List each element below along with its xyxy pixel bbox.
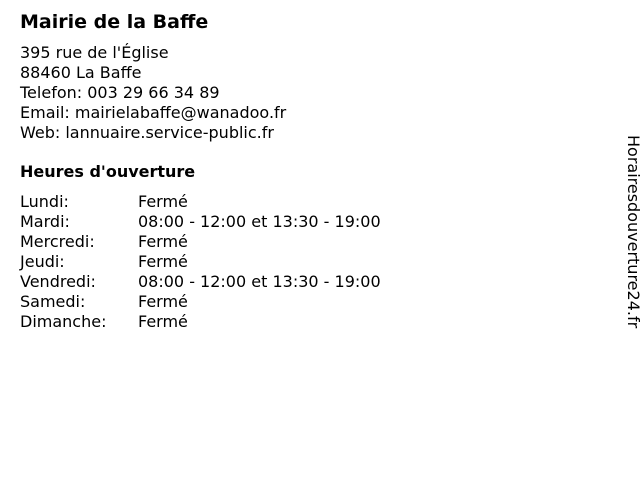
day-hours: Fermé	[138, 312, 188, 331]
day-label: Jeudi:	[20, 252, 65, 271]
day-label: Lundi:	[20, 192, 69, 211]
day-hours: 08:00 - 12:00 et 13:30 - 19:00	[138, 272, 381, 291]
day-hours: Fermé	[138, 192, 188, 211]
day-hours: Fermé	[138, 232, 188, 251]
day-label: Samedi:	[20, 292, 86, 311]
day-hours: Fermé	[138, 292, 188, 311]
hours-row-vendredi	[20, 272, 600, 292]
address-block	[20, 43, 600, 143]
city-line: 88460 La Baffe	[20, 63, 142, 82]
day-hours: 08:00 - 12:00 et 13:30 - 19:00	[138, 212, 381, 231]
hours-row-dimanche	[20, 312, 600, 332]
day-label: Vendredi:	[20, 272, 96, 291]
day-label: Dimanche:	[20, 312, 107, 331]
phone-line: Telefon: 003 29 66 34 89	[20, 83, 220, 102]
hours-row-jeudi	[20, 252, 600, 272]
hours-table	[20, 192, 600, 332]
day-label: Mardi:	[20, 212, 70, 231]
day-label: Mercredi:	[20, 232, 95, 251]
day-hours: Fermé	[138, 252, 188, 271]
hours-row-mercredi	[20, 232, 600, 252]
web-line: Web: lannuaire.service-public.fr	[20, 123, 274, 142]
street-address: 395 rue de l'Église	[20, 43, 169, 62]
page-title: Mairie de la Baffe	[20, 11, 209, 33]
site-watermark: Horairesdouverture24.fr	[624, 135, 643, 329]
hours-heading: Heures d'ouverture	[20, 162, 196, 181]
hours-row-samedi	[20, 292, 600, 312]
email-line: Email: mairielabaffe@wanadoo.fr	[20, 103, 287, 122]
hours-row-lundi	[20, 192, 600, 212]
listing-card	[20, 10, 600, 332]
hours-row-mardi	[20, 212, 600, 232]
